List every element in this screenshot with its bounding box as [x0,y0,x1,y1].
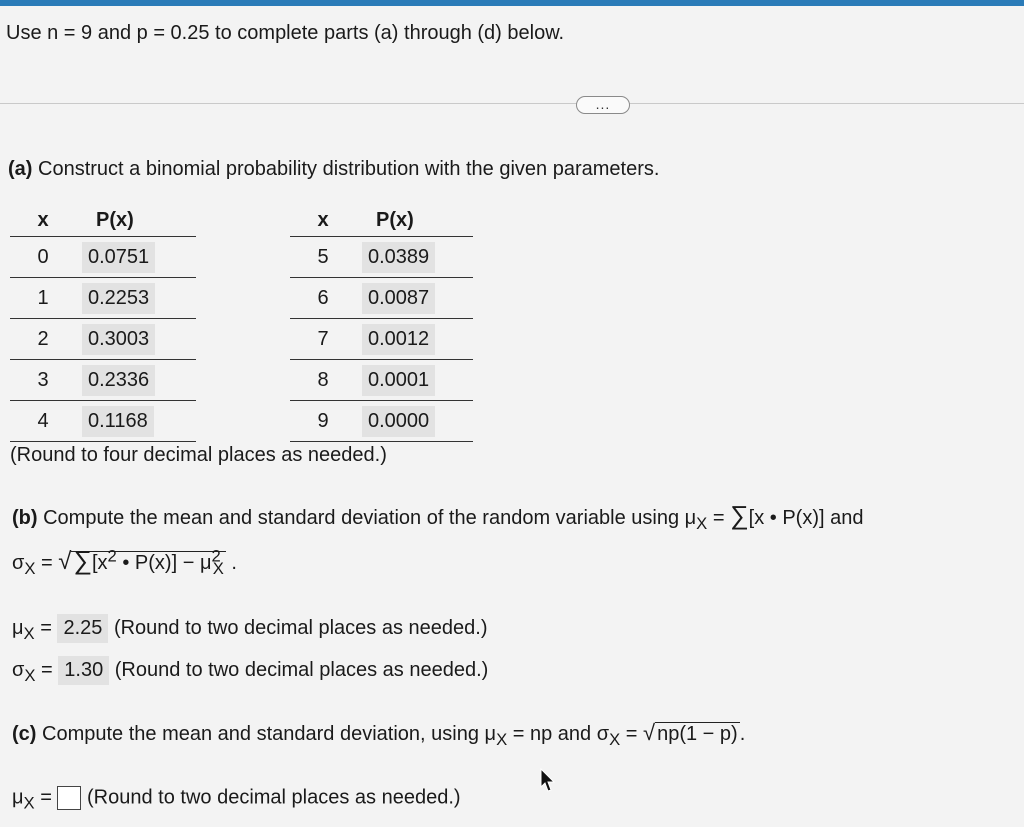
x-value: 6 [290,278,356,319]
header-x: x [290,204,356,237]
part-c-mean-note: (Round to two decimal places as needed.) [87,786,461,809]
table-row [290,401,473,442]
header-x: x [10,204,76,237]
part-b-prompt [12,500,863,534]
probability-cell [76,319,196,360]
probability-answer-box[interactable]: 0.1168 [82,406,154,437]
expand-more-button[interactable]: ... [576,96,630,114]
probability-cell [76,237,196,278]
mean-answer-row: $\mu_X = 2.25$ (Round to two decimal places as needed.) [12,614,488,644]
part-c-mean-input[interactable] [57,786,81,810]
top-accent-bar [0,0,1024,6]
table-row [290,360,473,401]
part-a-letter: (a) [8,158,33,180]
part-b-letter: (b) [12,507,38,529]
x-value: 8 [290,360,356,401]
mouse-cursor-icon [540,768,556,794]
table-row [290,278,473,319]
sd-answer-row: $\sigma_X = 1.30$ (Round to two decimal places as needed.) [12,656,488,686]
table-row [10,278,196,319]
probability-cell [356,319,473,360]
mean-round-note: (Round to two decimal places as needed.) [113,617,488,639]
table-row [290,319,473,360]
mean-formula: $\mu_X = \sum[x$ • P(x)] [684,500,825,533]
probability-answer-box[interactable]: 0.0000 [362,406,435,437]
probability-answer-box[interactable]: 0.3003 [82,324,155,355]
probability-answer-box[interactable]: 0.2253 [82,283,155,314]
header-px: P(x) [356,204,473,237]
table-row [10,237,196,278]
part-c-prompt: (c) Compute the mean and standard deviation, using $\mu_X$ = np and $\sigma_X$ = √ np(1 − p) . [12,720,746,749]
part-b-and: and [830,507,864,529]
x-value: 1 [10,278,76,319]
header-px: P(x) [76,204,196,237]
x-value: 4 [10,401,76,442]
sd-round-note: (Round to two decimal places as needed.) [114,659,489,681]
sd-answer-box[interactable]: 1.30 [58,656,109,685]
probability-cell [76,278,196,319]
question-intro: Use n = 9 and p = 0.25 to complete parts (a) through (d) below. [6,22,565,44]
probability-answer-box[interactable]: 0.0751 [82,242,155,273]
table-row [10,401,196,442]
x-value: 5 [290,237,356,278]
part-c-mean-row: $\mu_X$ = (Round to two decimal places as needed.) [12,786,461,813]
probability-cell [356,360,473,401]
probability-cell [356,401,473,442]
distribution-table-right [290,204,473,442]
table-row [10,360,196,401]
section-divider [0,103,1024,104]
part-c-text: Compute the mean and standard deviation, using [42,723,479,745]
part-c-letter: (c) [12,723,37,745]
probability-answer-box[interactable]: 0.2336 [82,365,155,396]
probability-cell [76,401,196,442]
part-b-text: Compute the mean and standard deviation of the random variable using [43,507,680,529]
distribution-table-left [10,204,196,442]
x-value: 0 [10,237,76,278]
x-value: 7 [290,319,356,360]
table-row [290,237,473,278]
probability-answer-box[interactable]: 0.0389 [362,242,435,273]
x-value: 2 [10,319,76,360]
probability-cell [356,278,473,319]
part-a-heading [8,158,659,181]
part-a-round-note: (Round to four decimal places as needed.) [10,444,387,466]
x-value: 9 [290,401,356,442]
part-c-np: = np and [512,723,592,745]
probability-answer-box[interactable]: 0.0012 [362,324,435,355]
part-c-sqrt-expr: np(1 − p) [657,723,738,745]
part-a-text: Construct a binomial probability distribution with the given parameters. [38,158,660,180]
table-row [10,319,196,360]
probability-cell [356,237,473,278]
x-value: 3 [10,360,76,401]
sd-formula: $\sigma_X = √\sum[x^2$ • $P(x)] - \mu^2_X$ . [12,545,237,578]
probability-answer-box[interactable]: 0.0087 [362,283,435,314]
mean-answer-box[interactable]: 2.25 [57,614,108,643]
probability-answer-box[interactable]: 0.0001 [362,365,435,396]
probability-cell [76,360,196,401]
